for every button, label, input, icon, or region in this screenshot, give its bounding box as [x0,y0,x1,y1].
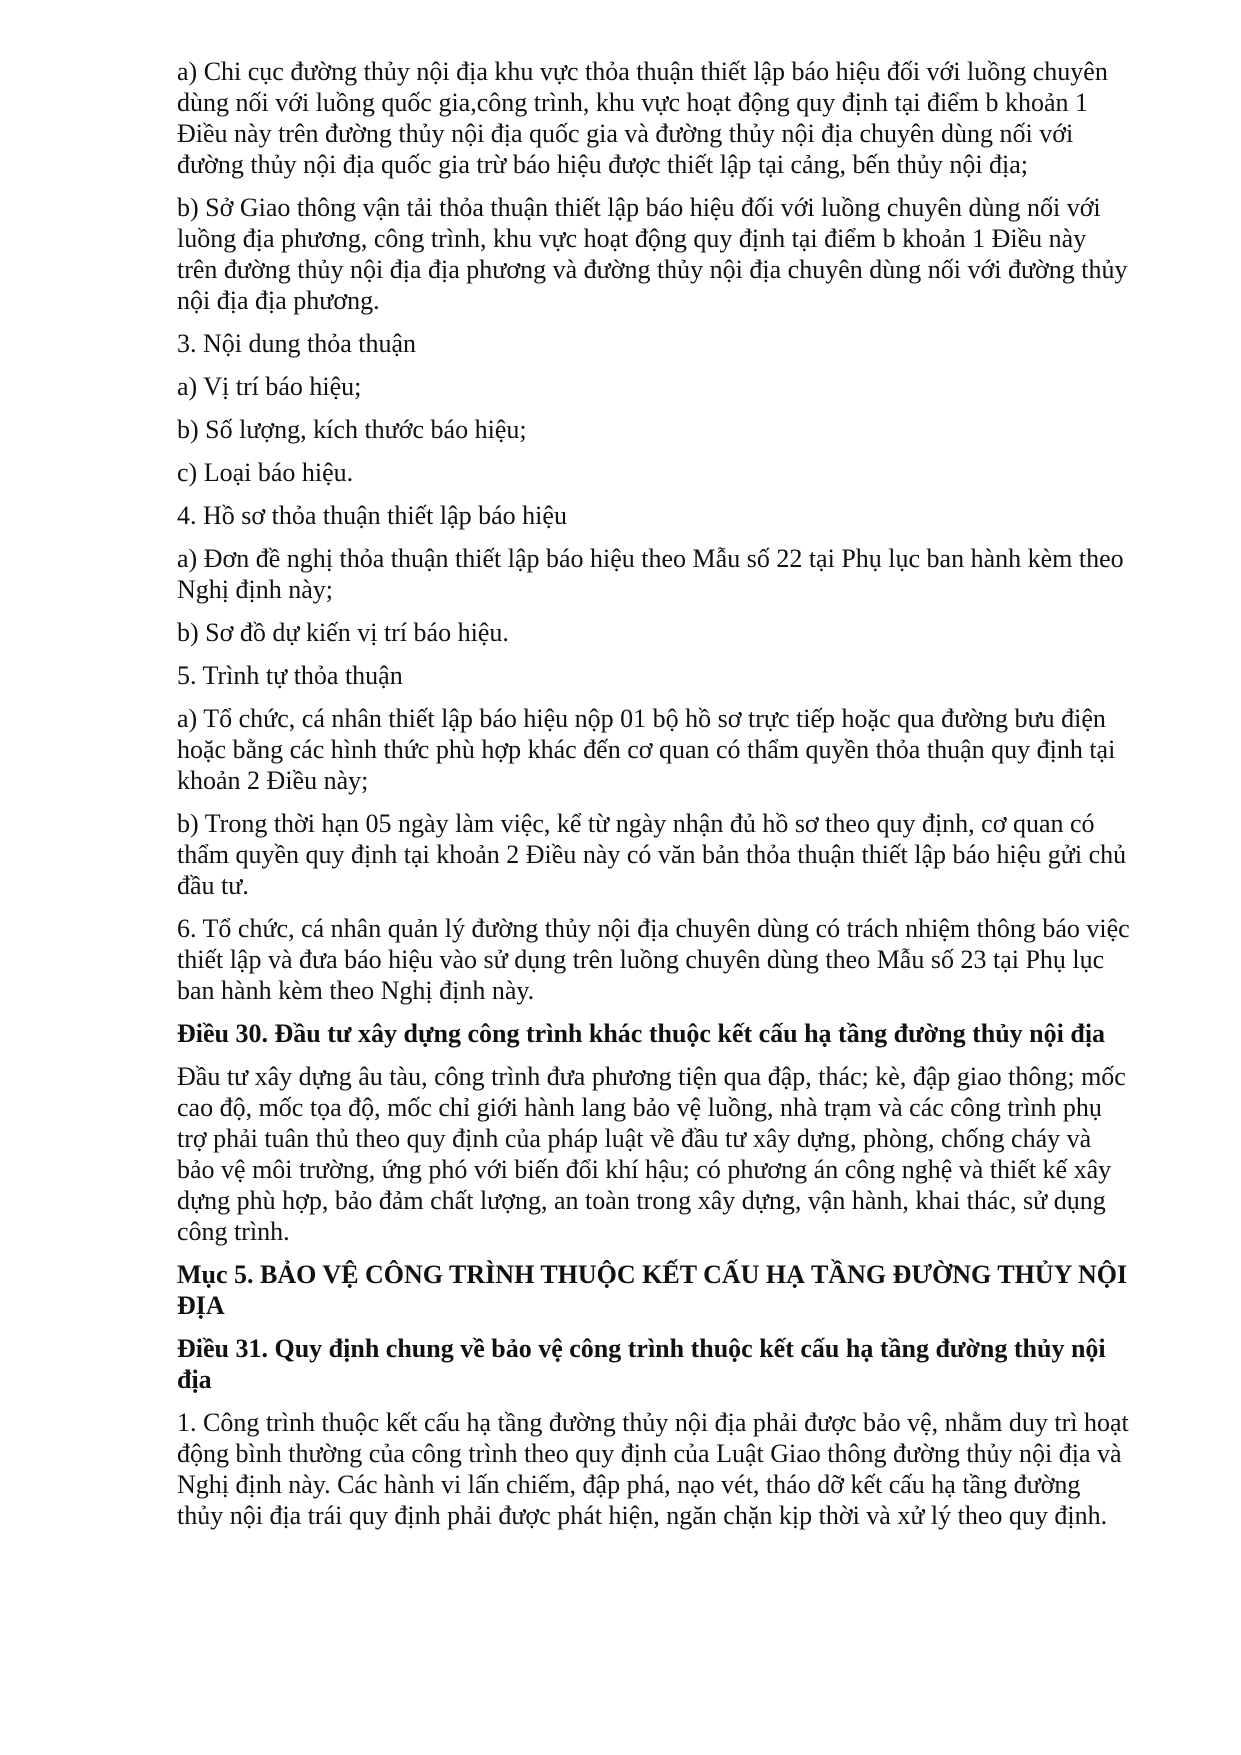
clause-3a: a) Vị trí báo hiệu; [177,372,362,401]
clause-3c: c) Loại báo hiệu. [177,458,354,487]
article-31-clause-1: 1. Công trình thuộc kết cấu hạ tầng đường thủy nội địa phải được bảo vệ, nhằm duy trì hoạt động bình thường của công trình theo quy định của Luật Giao thông đường thủy nội địa và Nghị định này. Các hành vi lấn chiếm, đập phá, nạo vét, tháo dỡ kết cấu hạ tầng đường thủy nội địa trái quy định phải được phát hiện, ngăn chặn kịp thời và xử lý theo quy định. [177,1408,1129,1530]
clause-4b: b) Sơ đồ dự kiến vị trí báo hiệu. [177,618,509,647]
document-page [177,56,1131,1543]
clause-4a: a) Đơn đề nghị thỏa thuận thiết lập báo hiệu theo Mẫu số 22 tại Phụ lục ban hành kèm theo Nghị định này; [177,544,1124,604]
clause-5b: b) Trong thời hạn 05 ngày làm việc, kể từ ngày nhận đủ hồ sơ theo quy định, cơ quan có thẩm quyền quy định tại khoản 2 Điều này có văn bản thỏa thuận thiết lập báo hiệu gửi chủ đầu tư. [177,809,1127,900]
article-31-heading: Điều 31. Quy định chung về bảo vệ công trình thuộc kết cấu hạ tầng đường thủy nội địa [177,1334,1106,1394]
clause-4: 4. Hồ sơ thỏa thuận thiết lập báo hiệu [177,501,567,530]
article-30-body: Đầu tư xây dựng âu tàu, công trình đưa phương tiện qua đập, thác; kè, đập giao thông; mốc cao độ, mốc tọa độ, mốc chỉ giới hành lang bảo vệ luồng, nhà trạm và các công trình phụ trợ phải tuân thủ theo quy định của pháp luật về đầu tư xây dựng, phòng, chống cháy và bảo vệ môi trường, ứng phó với biến đổi khí hậu; có phương án công nghệ và thiết kế xây dựng phù hợp, bảo đảm chất lượng, an toàn trong xây dựng, vận hành, khai thác, sử dụng công trình. [177,1062,1126,1246]
clause-6: 6. Tổ chức, cá nhân quản lý đường thủy nội địa chuyên dùng có trách nhiệm thông báo việc thiết lập và đưa báo hiệu vào sử dụng trên luồng chuyên dùng theo Mẫu số 23 tại Phụ lục ban hành kèm theo Nghị định này. [177,914,1130,1005]
article-30-heading: Điều 30. Đầu tư xây dựng công trình khác thuộc kết cấu hạ tầng đường thủy nội địa [177,1019,1106,1048]
clause-3b: b) Số lượng, kích thước báo hiệu; [177,415,527,444]
clause-3: 3. Nội dung thỏa thuận [177,329,417,358]
clause-5a: a) Tổ chức, cá nhân thiết lập báo hiệu nộp 01 bộ hồ sơ trực tiếp hoặc qua đường bưu điện hoặc bằng các hình thức phù hợp khác đến cơ quan có thẩm quyền thỏa thuận quy định tại khoản 2 Điều này; [177,704,1116,795]
clause-2a: a) Chi cục đường thủy nội địa khu vực thỏa thuận thiết lập báo hiệu đối với luồng chuyên dùng nối với luồng quốc gia,công trình, khu vực hoạt động quy định tại điểm b khoản 1 Điều này trên đường thủy nội địa quốc gia và đường thủy nội địa chuyên dùng nối với đường thủy nội địa quốc gia trừ báo hiệu được thiết lập tại cảng, bến thủy nội địa; [177,57,1108,179]
clause-2b: b) Sở Giao thông vận tải thỏa thuận thiết lập báo hiệu đối với luồng chuyên dùng nối với luồng địa phương, công trình, khu vực hoạt động quy định tại điểm b khoản 1 Điều này trên đường thủy nội địa địa phương và đường thủy nội địa chuyên dùng nối với đường thủy nội địa địa phương. [177,193,1128,315]
clause-5: 5. Trình tự thỏa thuận [177,661,403,690]
section-5-heading: Mục 5. BẢO VỆ CÔNG TRÌNH THUỘC KẾT CẤU HẠ TẦNG ĐƯỜNG THỦY NỘI ĐỊA [177,1260,1128,1320]
